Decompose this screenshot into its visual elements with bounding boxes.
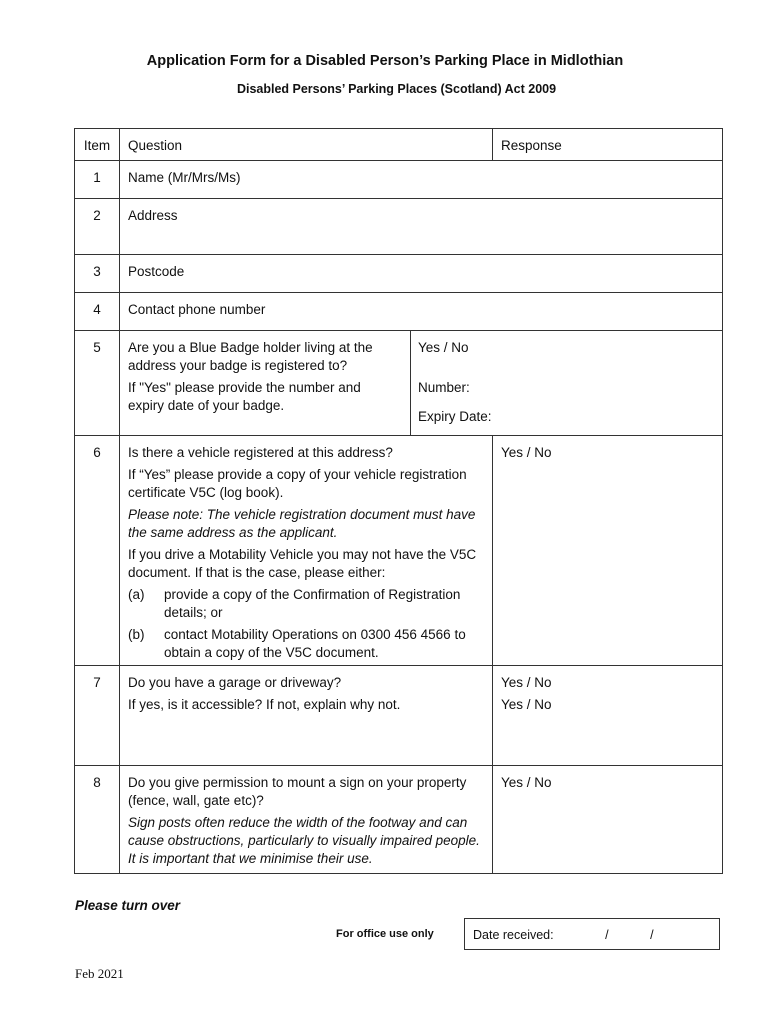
phone-question[interactable]: Contact phone number [120,293,723,331]
list-label: (b) [128,627,145,642]
row-item-number: 3 [75,255,120,293]
sign-response[interactable]: Yes / No [493,766,723,874]
name-question[interactable]: Name (Mr/Mrs/Ms) [120,161,723,199]
table-header-row [75,129,723,161]
form-subtitle: Disabled Persons’ Parking Places (Scotland) Act 2009 [236,82,557,96]
sign-question [120,766,493,874]
row-item-number: 2 [75,199,120,255]
blue-badge-yes-no[interactable]: Yes / No [418,340,469,355]
header-response: Response [493,129,723,161]
turn-over-note: Please turn over [75,898,181,913]
blue-badge-response[interactable] [411,331,723,436]
table-row [75,161,723,199]
postcode-question[interactable]: Postcode [120,255,723,293]
date-separator: / [605,928,609,942]
row-item-number: 6 [75,436,120,666]
garage-response[interactable] [493,666,723,766]
header-question: Question [120,129,493,161]
accessible-question-text: If yes, is it accessible? If not, explain why not. [128,697,401,712]
row-item-number: 4 [75,293,120,331]
garage-yes-no[interactable]: Yes / No [501,675,552,690]
table-row [75,666,723,766]
blue-badge-question [120,331,411,436]
row-item-number: 7 [75,666,120,766]
application-table [74,128,723,874]
sign-question-text: Do you give permission to mount a sign on your property (fence, wall, gate etc)? [128,775,467,808]
date-separator: / [650,928,654,942]
list-text: provide a copy of the Confirmation of Registration details; or [164,587,461,620]
address-question[interactable]: Address [120,199,723,255]
vehicle-question [120,436,493,666]
document-date: Feb 2021 [75,966,124,981]
badge-expiry-label[interactable]: Expiry Date: [418,409,492,424]
vehicle-question-text: Is there a vehicle registered at this address? [128,445,393,460]
table-row [75,766,723,874]
list-item [128,586,484,622]
row-item-number: 1 [75,161,120,199]
blue-badge-question-text: Are you a Blue Badge holder living at the address your badge is registered to? [128,340,373,373]
date-received-box[interactable] [464,918,720,950]
table-row [75,436,723,666]
header-item: Item [75,129,120,161]
garage-question [120,666,493,766]
form-title: Application Form for a Disabled Person’s Parking Place in Midlothian [146,53,624,69]
list-label: (a) [128,587,145,602]
badge-number-label[interactable]: Number: [418,380,470,395]
list-item [128,626,484,662]
table-row [75,331,723,436]
garage-question-text: Do you have a garage or driveway? [128,675,342,690]
accessible-yes-no[interactable]: Yes / No [501,697,552,712]
list-text: contact Motability Operations on 0300 456 4566 to obtain a copy of the V5C document. [164,627,466,660]
blue-badge-instruction: If "Yes" please provide the number and expiry date of your badge. [128,380,361,413]
date-received-label: Date received: [473,928,554,942]
sign-note: Sign posts often reduce the width of the footway and can cause obstructions, particularly to visually impaired people. It is important that we minimise their use. [128,815,480,866]
motability-text: If you drive a Motability Vehicle you may not have the V5C document. If that is the case, please either: [128,547,477,580]
office-use-label: For office use only [336,928,434,940]
table-row [75,199,723,255]
row-item-number: 5 [75,331,120,436]
vehicle-response[interactable]: Yes / No [493,436,723,666]
table-row [75,255,723,293]
row-item-number: 8 [75,766,120,874]
vehicle-note: Please note: The vehicle registration document must have the same address as the applicant. [128,507,476,540]
table-row [75,293,723,331]
vehicle-instruction: If “Yes” please provide a copy of your vehicle registration certificate V5C (log book). [128,467,467,500]
